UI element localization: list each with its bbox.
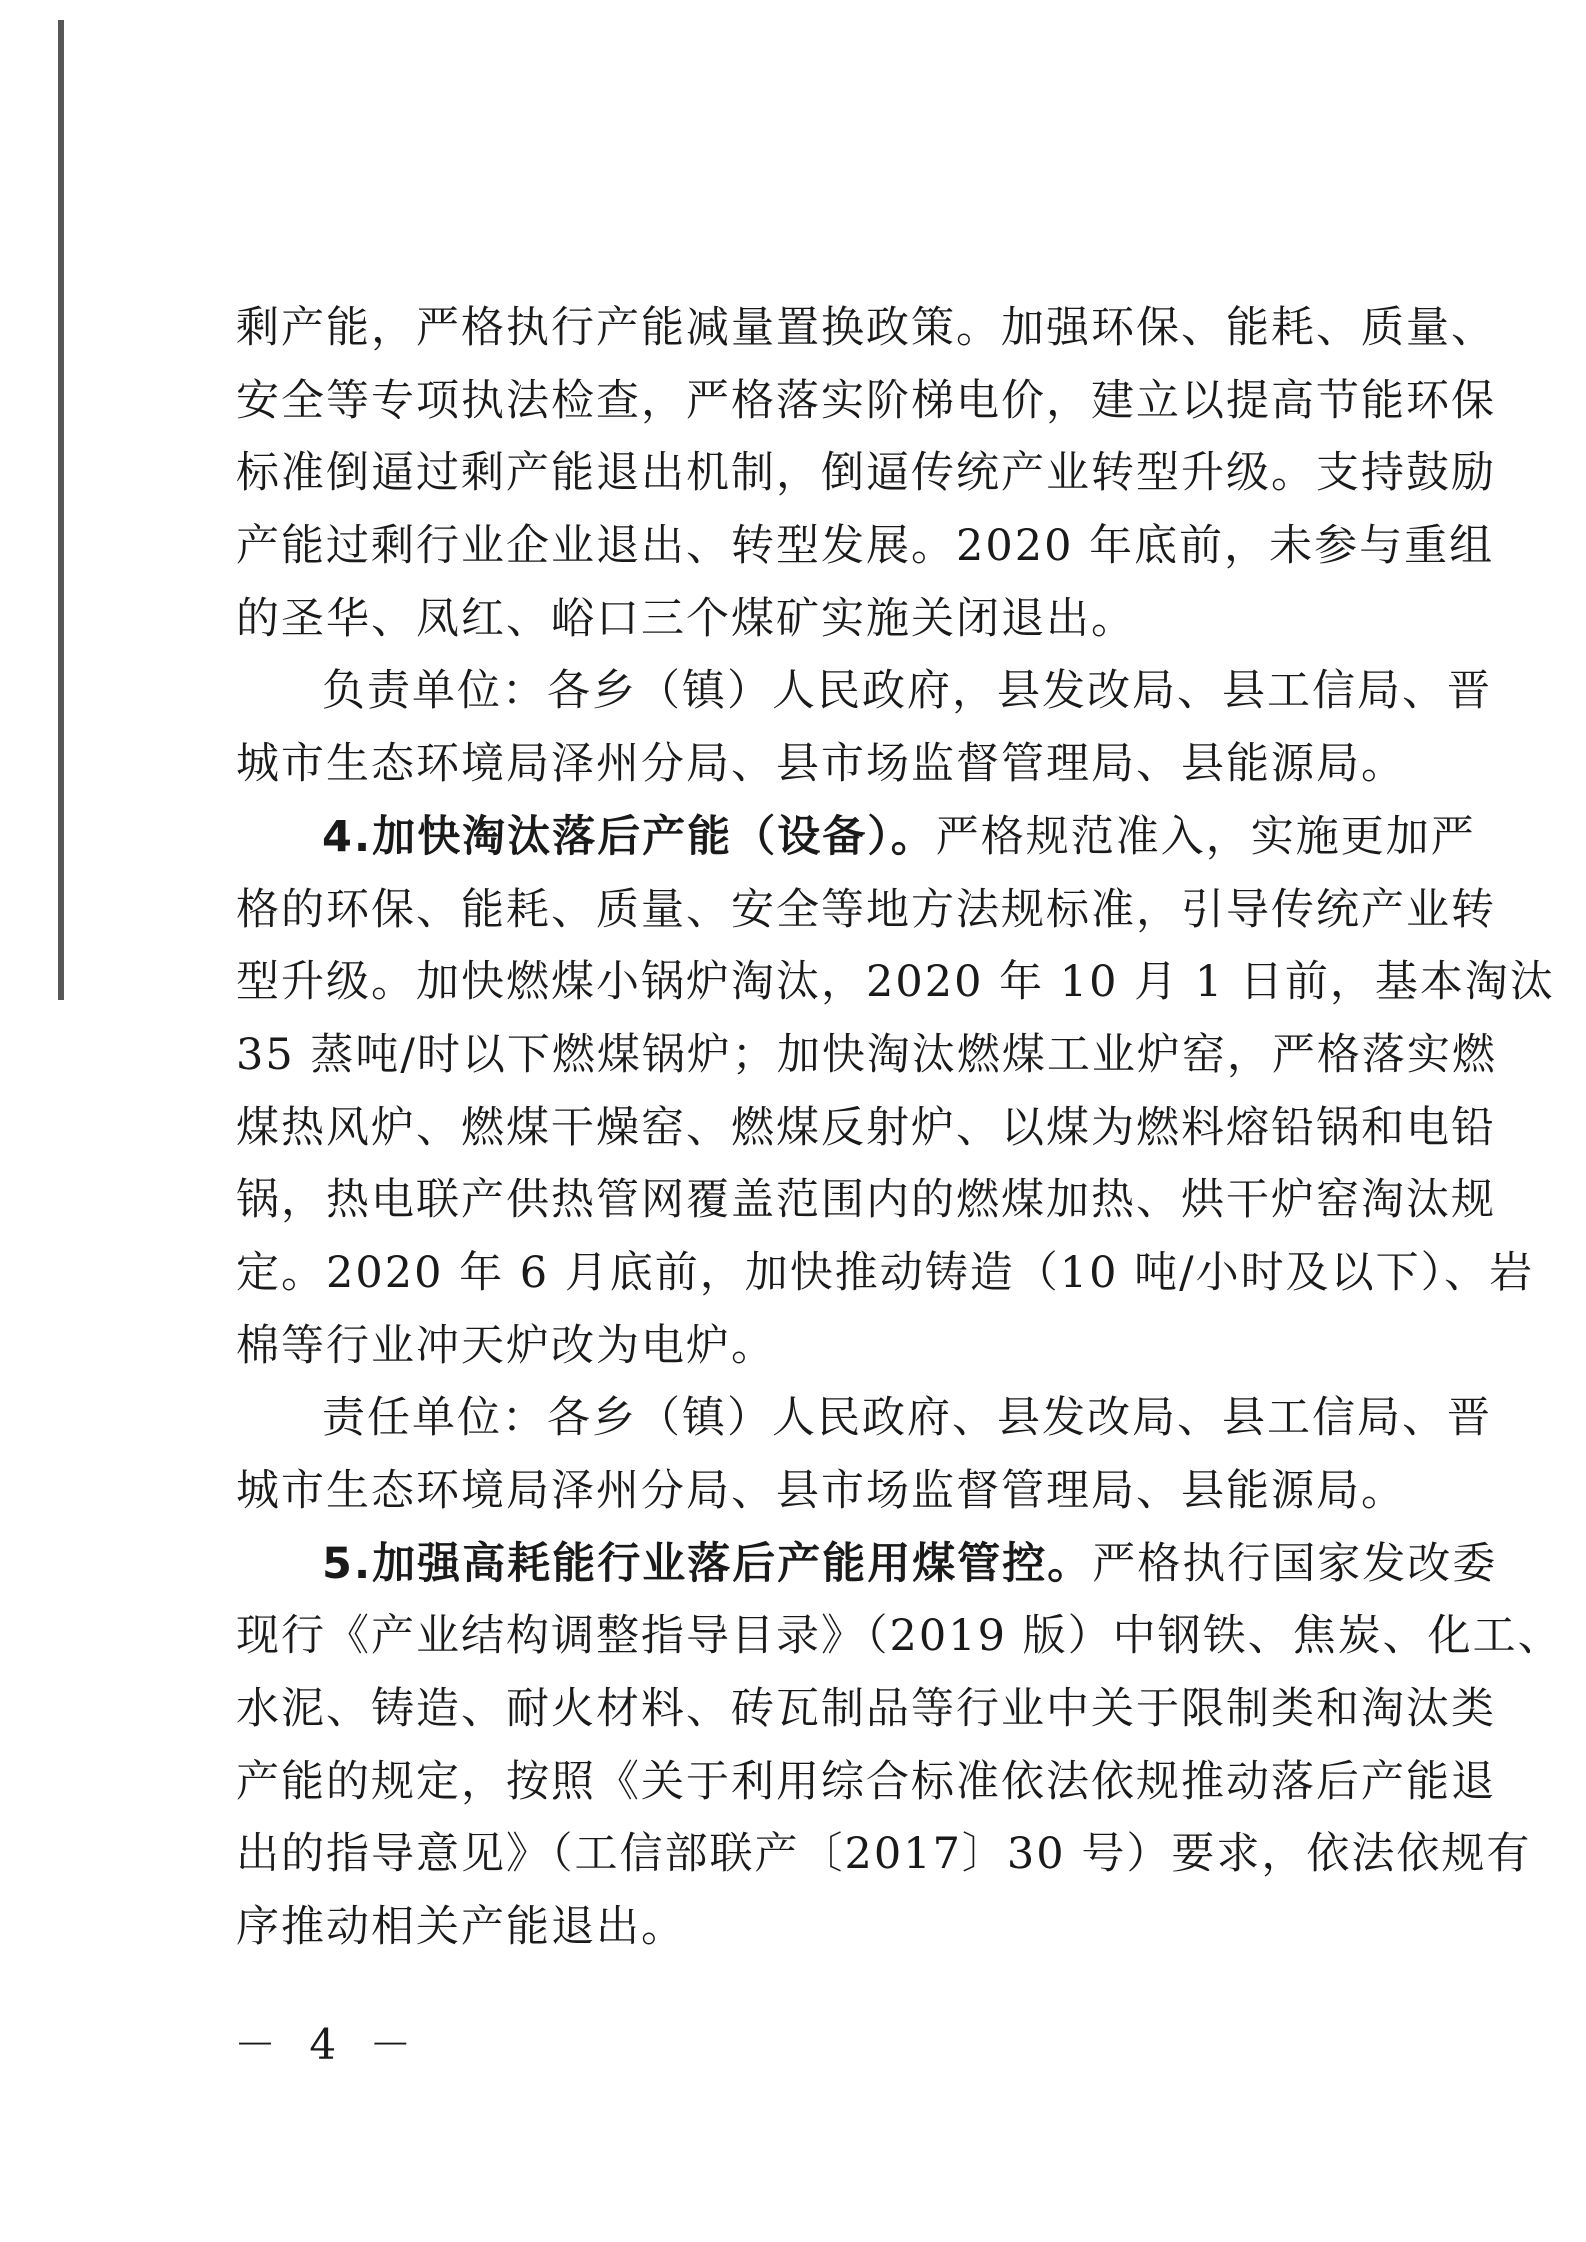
text-line: 锅，热电联产供热管网覆盖范围内的燃煤加热、烘干炉窑淘汰规 xyxy=(236,1175,1496,1226)
text-line: 标准倒逼过剩产能退出机制，倒逼传统产业转型升级。支持鼓励 xyxy=(236,448,1496,499)
scan-edge-line xyxy=(58,20,64,1000)
document-body xyxy=(236,292,1563,1964)
text-line: 负责单位：各乡（镇）人民政府，县发改局、县工信局、晋 xyxy=(322,666,1492,717)
item-4-first-line: 严格规范准入，实施更加严 xyxy=(935,811,1476,862)
item-5-heading: 5.加强高耗能行业落后产能用煤管控。 xyxy=(322,1538,1093,1589)
text-line: 城市生态环境局泽州分局、县市场监督管理局、县能源局。 xyxy=(236,739,1406,790)
text-line: 煤热风炉、燃煤干燥窑、燃煤反射炉、以煤为燃料熔铅锅和电铅 xyxy=(236,1102,1496,1153)
text-line: 定。2020 年 6 月底前，加快推动铸造（10 吨/小时及以下）、岩 xyxy=(236,1247,1535,1298)
text-line: 城市生态环境局泽州分局、县市场监督管理局、县能源局。 xyxy=(236,1466,1406,1516)
text-line xyxy=(236,801,1476,874)
text-line: 现行《产业结构调整指导目录》（2019 版）中钢铁、焦炭、化工、 xyxy=(236,1611,1563,1662)
text-line: 序推动相关产能退出。 xyxy=(236,1902,686,1953)
item-5-first-line: 严格执行国家发改委 xyxy=(1092,1538,1498,1589)
text-line: 水泥、铸造、耐火材料、砖瓦制品等行业中关于限制类和淘汰类 xyxy=(236,1684,1496,1735)
text-line: 产能的规定，按照《关于利用综合标准依法依规推动落后产能退 xyxy=(236,1756,1496,1807)
text-line: 安全等专项执法检查，严格落实阶梯电价，建立以提高节能环保 xyxy=(236,375,1496,426)
text-line: 产能过剩行业企业退出、转型发展。2020 年底前，未参与重组 xyxy=(236,521,1495,572)
text-line xyxy=(236,1528,1498,1601)
text-line: 型升级。加快燃煤小锅炉淘汰，2020 年 10 月 1 日前，基本淘汰 xyxy=(236,957,1555,1008)
text-line: 出的指导意见》（工信部联产〔2017〕30 号）要求，依法依规有 xyxy=(236,1829,1532,1880)
text-line: 责任单位：各乡（镇）人民政府、县发改局、县工信局、晋 xyxy=(322,1393,1492,1444)
page-number: － 4 － xyxy=(234,2020,422,2069)
text-line: 格的环保、能耗、质量、安全等地方法规标准，引导传统产业转 xyxy=(236,884,1496,935)
paragraph-responsible-units-2 xyxy=(236,1382,1492,1527)
paragraph-item-4 xyxy=(236,801,1555,1383)
paragraph-capacity-reduction xyxy=(236,292,1496,655)
paragraph-responsible-units-1 xyxy=(236,655,1492,800)
text-line: 35 蒸吨/时以下燃煤锅炉；加快淘汰燃煤工业炉窑，严格落实燃 xyxy=(236,1029,1497,1080)
item-4-heading: 4.加快淘汰落后产能（设备）。 xyxy=(322,811,936,862)
paragraph-item-5 xyxy=(236,1528,1563,1964)
text-line: 的圣华、凤红、峪口三个煤矿实施关闭退出。 xyxy=(236,593,1136,644)
text-line: 棉等行业冲天炉改为电炉。 xyxy=(236,1320,776,1371)
text-line: 剩产能，严格执行产能减量置换政策。加强环保、能耗、质量、 xyxy=(236,303,1496,353)
